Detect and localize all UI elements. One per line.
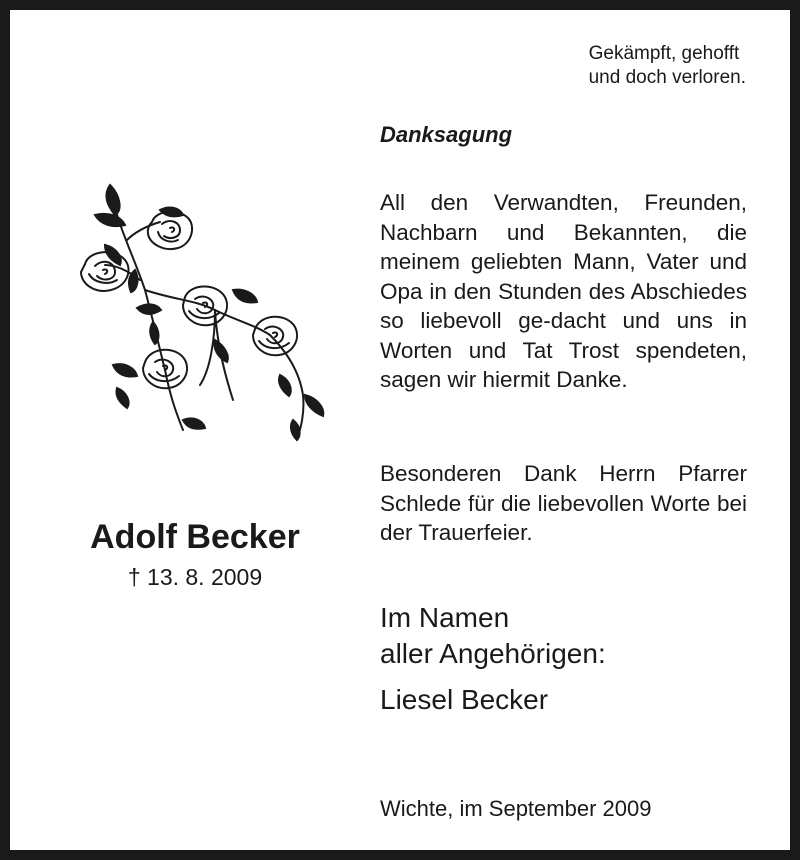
signer-name: Liesel Becker — [380, 684, 549, 715]
signoff-line-1: Im Namen — [380, 602, 510, 633]
deceased-name: Adolf Becker — [90, 518, 300, 556]
special-thanks-paragraph: Besonderen Dank Herrn Pfarrer Schlede für die liebevollen Worte bei der Trauerfeier. — [380, 461, 747, 545]
death-date: † 13. 8. 2009 — [127, 564, 263, 590]
signoff — [380, 600, 606, 672]
signoff-line-2: aller Angehörigen: — [380, 638, 606, 669]
motto — [589, 42, 746, 90]
motto-line-2: und doch verloren. — [588, 67, 746, 88]
place-date: Wichte, im September 2009 — [380, 796, 652, 821]
rose-branch-icon — [65, 170, 335, 450]
heading: Danksagung — [380, 122, 513, 147]
thanks-paragraph: All den Verwandten, Freunden, Nachbarn und Bekannten, die meinem geliebten Mann, Vater und Opa in den Stunden des Abschiedes so liebevoll ge-dacht und uns in Worten und Tat Trost spendeten, sagen wir hiermit Danke. — [380, 190, 747, 392]
motto-line-1: Gekämpft, gehofft — [588, 43, 740, 64]
